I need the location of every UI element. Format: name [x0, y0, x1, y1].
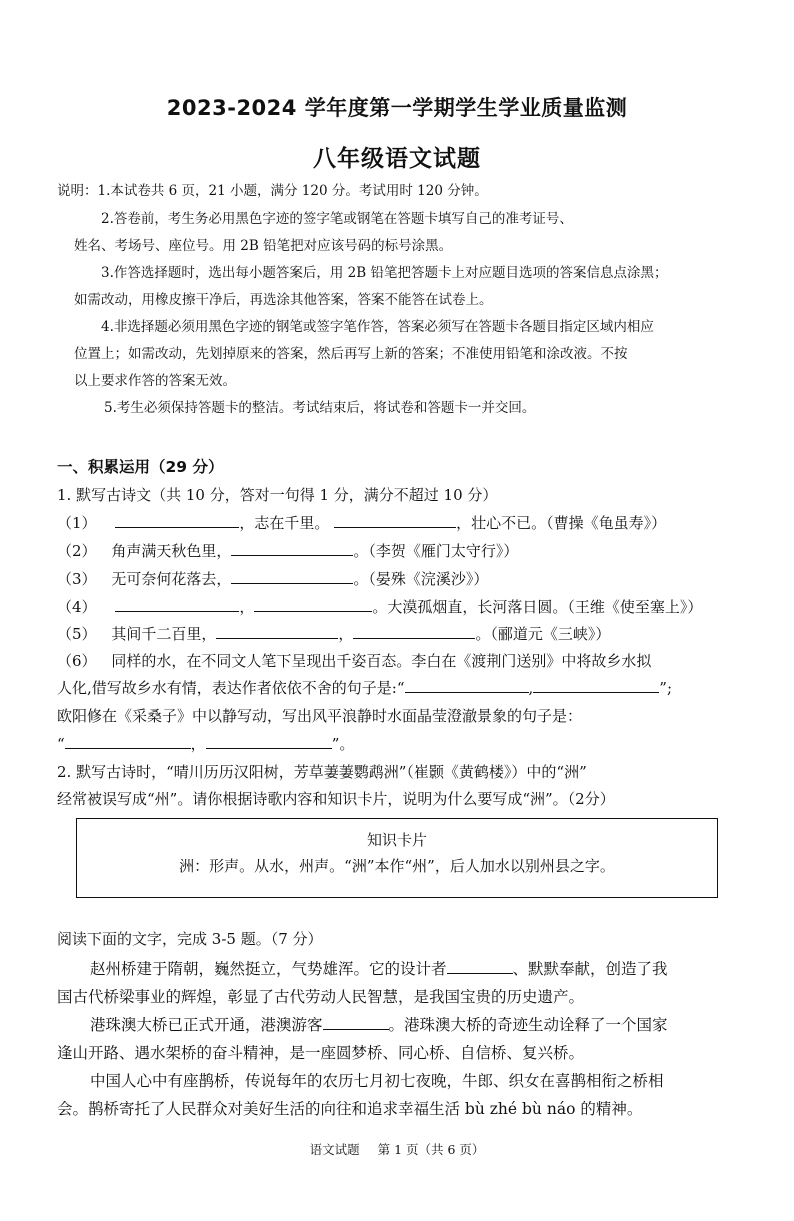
page-footer [0, 1140, 794, 1158]
instruction-line: 4.非选择题必须用黑色字迹的钢笔或签字笔作答，答案必须写在答题卡各题目指定区域内相应 [101, 319, 654, 335]
answer-blank[interactable] [206, 734, 332, 749]
item-text: 。（郦道元《三峡》） [475, 625, 611, 643]
item-text: ， [239, 598, 255, 616]
item-text: 无可奈何花落去， [111, 570, 232, 588]
item-text: ”; [659, 679, 673, 697]
instruction-line: 2.答卷前，考生务必用黑色字迹的签字笔或钢笔在答题卡填写自己的准考证号、 [101, 211, 573, 227]
section-heading: 一、积累运用（29 分） [57, 458, 224, 476]
answer-blank[interactable] [447, 959, 513, 974]
passage-1-line-2: 国古代桥梁事业的辉煌，彰显了古代劳动人民智慧，是我国宝贵的历史遗产。 [57, 988, 585, 1006]
answer-blank[interactable] [231, 541, 353, 556]
item-number: （1） [57, 514, 97, 532]
q1-item-4 [57, 596, 702, 617]
answer-blank[interactable] [254, 597, 372, 612]
passage-text: 。港珠澳大桥的奇迹生动诠释了一个国家 [388, 1016, 668, 1034]
item-text: , [528, 679, 534, 697]
item-number: （6） [57, 652, 97, 670]
passage-text: 、默默奉献，创造了我 [512, 960, 668, 978]
instruction-line: 位置上；如需改动，先划掉原来的答案，然后再写上新的答案；不准使用铅笔和涂改液。不按 [74, 346, 628, 362]
answer-blank[interactable] [115, 597, 239, 612]
item-number: （3） [57, 570, 97, 588]
item-text: 角声满天秋色里， [111, 542, 232, 560]
q1-item-5 [57, 623, 610, 644]
passage-1-line-1 [90, 957, 668, 979]
q1-item-6-line-3: 欧阳修在《采桑子》中以静写动，写出风平浪静时水面晶莹澄澈景象的句子是： [57, 707, 583, 725]
item-text: 人化,借写故乡水有情，表达作者依依不舍的句子是:“ [57, 679, 405, 697]
item-text: ， [338, 625, 354, 643]
item-text: ， [190, 735, 206, 753]
item-number: （4） [57, 598, 97, 616]
exam-title: 2023-2024 学年度第一学期学生学业质量监测 [166, 96, 628, 120]
footer-page-number: 第 1 页（共 6 页） [377, 1142, 485, 1157]
item-text: 同样的水，在不同文人笔下呈现出千姿百态。李白在《渡荆门送别》中将故乡水拟 [111, 652, 652, 670]
passage-3-line-1: 中国人心中有座鹊桥，传说每年的农历七月初七夜晚，牛郎、织女在喜鹊相衔之桥相 [90, 1072, 664, 1090]
footer-subject: 语文试题 [309, 1142, 360, 1157]
item-text: 其间千二百里， [111, 625, 217, 643]
passage-text: 赵州桥建于隋朝，巍然挺立，气势雄浑。它的设计者 [90, 960, 447, 978]
answer-blank[interactable] [334, 513, 456, 528]
answer-blank[interactable] [533, 678, 659, 693]
q1-item-1 [57, 512, 666, 533]
item-text: ，志在千里。 [239, 514, 330, 532]
question-1-intro: 1. 默写古诗文（共 10 分，答对一句得 1 分，满分不超过 10 分） [57, 486, 498, 504]
item-number: （2） [57, 542, 97, 560]
answer-blank[interactable] [323, 1015, 389, 1030]
q1-item-6-line-4 [57, 733, 354, 754]
q1-item-6-line-2 [57, 677, 672, 698]
exam-subtitle: 八年级语文试题 [313, 146, 481, 172]
knowledge-card-text: 洲：形声。从水，州声。“洲”本作“州”，后人加水以别州县之字。 [179, 857, 615, 875]
q1-item-2 [57, 540, 518, 561]
q1-item-6-line-1 [57, 650, 651, 671]
item-number: （5） [57, 625, 97, 643]
instruction-line: 以上要求作答的答案无效。 [74, 373, 236, 389]
reading-intro: 阅读下面的文字，完成 3-5 题。（7 分） [57, 930, 323, 948]
passage-2-line-1 [90, 1013, 668, 1035]
item-text: 。（晏殊《浣溪沙》） [353, 570, 489, 588]
passage-2-line-2: 逢山开路、遇水架桥的奋斗精神，是一座圆梦桥、同心桥、自信桥、复兴桥。 [57, 1044, 585, 1062]
answer-blank[interactable] [65, 734, 191, 749]
question-2-line-2: 经常被误写成“州”。请你根据诗歌内容和知识卡片，说明为什么要写成“洲”。（2分） [57, 790, 615, 808]
q1-item-3 [57, 568, 488, 589]
instruction-line: 说明：1.本试卷共 6 页，21 小题，满分 120 分。考试用时 120 分钟。 [57, 183, 488, 199]
item-text: ，壮心不已。（曹操《龟虽寿》） [456, 514, 667, 532]
knowledge-card [76, 818, 718, 898]
instruction-line: 3.作答选择题时，选出每小题答案后，用 2B 铅笔把答题卡上对应题目选项的答案信息点涂黑； [101, 265, 668, 281]
instruction-line: 如需改动，用橡皮擦干净后，再选涂其他答案，答案不能答在试卷上。 [74, 292, 493, 308]
question-2-line-1: 2. 默写古诗时，“晴川历历汉阳树，芳草萋萋鹦鹉洲”（崔颢《黄鹤楼》）中的“洲” [57, 763, 587, 781]
answer-blank[interactable] [115, 513, 239, 528]
item-text: 。大漠孤烟直，长河落日圆。（王维《使至塞上》） [372, 598, 703, 616]
instruction-line: 姓名、考场号、座位号。用 2B 铅笔把对应该号码的标号涂黑。 [74, 238, 453, 254]
passage-text: 港珠澳大桥已正式开通，港澳游客 [90, 1016, 323, 1034]
item-text: ”。 [331, 735, 355, 753]
answer-blank[interactable] [405, 678, 529, 693]
passage-3-line-2: 会。鹊桥寄托了人民群众对美好生活的向往和追求幸福生活 bù zhé bù náo 的精神。 [57, 1100, 643, 1118]
knowledge-card-title: 知识卡片 [366, 831, 427, 849]
answer-blank[interactable] [231, 569, 353, 584]
answer-blank[interactable] [353, 624, 475, 639]
item-text: “ [57, 735, 65, 753]
item-text: 。（李贺《雁门太守行》） [353, 542, 519, 560]
instruction-line: 5.考生必须保持答题卡的整洁。考试结束后，将试卷和答题卡一并交回。 [104, 400, 536, 416]
answer-blank[interactable] [216, 624, 338, 639]
